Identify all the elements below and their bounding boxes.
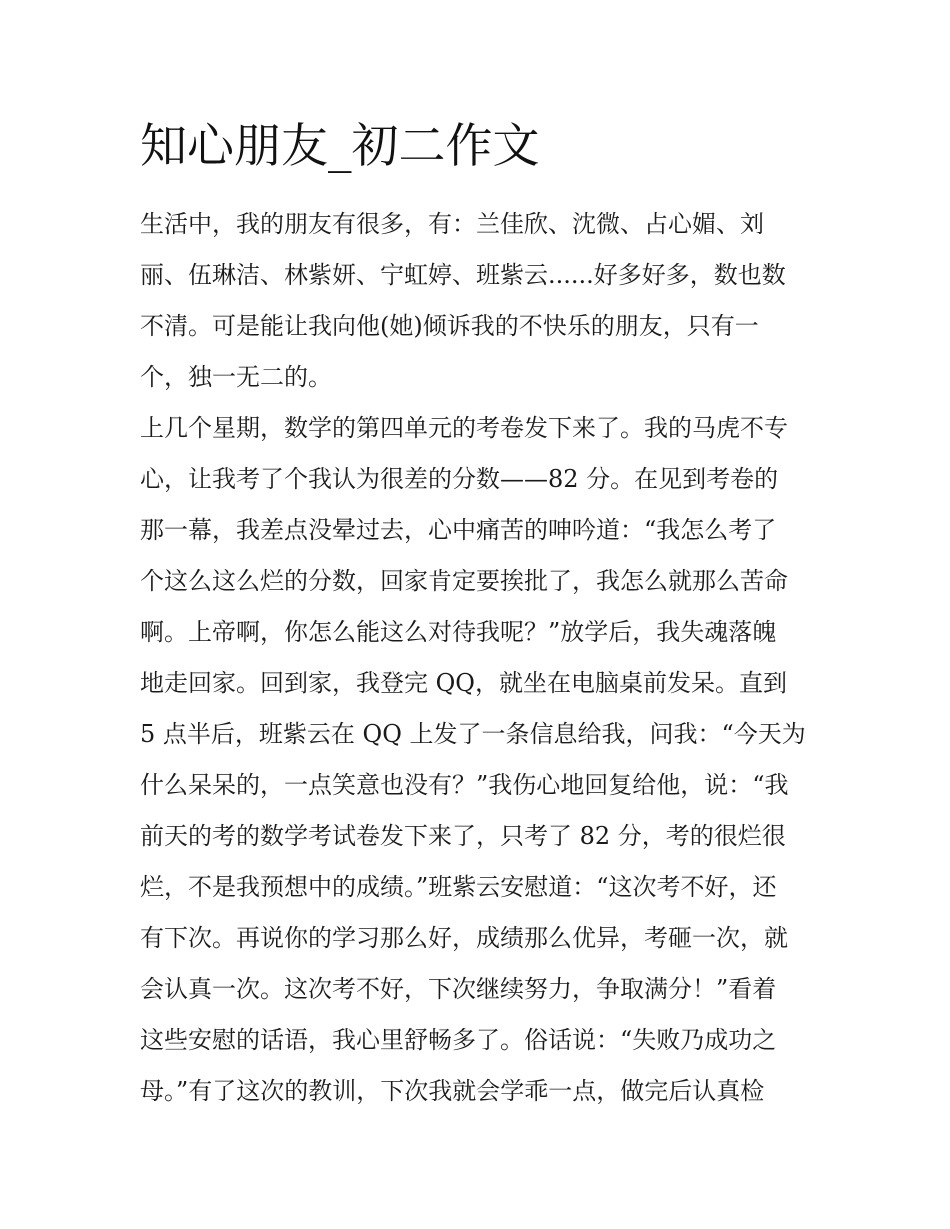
text-line: 有下次。再说你的学习那么好，成绩那么优异，考砸一次，就 — [140, 924, 788, 952]
text-line: 个这么这么烂的分数，回家肯定要挨批了，我怎么就那么苦命 — [140, 567, 788, 595]
text-line: 心，让我考了个我认为很差的分数——82 分。在见到考卷的 — [140, 465, 779, 493]
text-line: 什么呆呆的，一点笑意也没有？”我伤心地回复给他，说：“我 — [140, 771, 789, 799]
text-line: 丽、伍琳洁、林紫妍、宁虹婷、班紫云......好多好多，数也数 — [140, 261, 786, 289]
text-line: 5 点半后，班紫云在 QQ 上发了一条信息给我，问我：“今天为 — [140, 720, 806, 748]
text-line: 地走回家。回到家，我登完 QQ，就坐在电脑桌前发呆。直到 — [140, 669, 787, 697]
text-line: 生活中，我的朋友有很多，有：兰佳欣、沈微、占心媚、刘 — [140, 210, 764, 238]
text-line: 会认真一次。这次考不好，下次继续努力，争取满分！”看着 — [140, 975, 777, 1003]
text-line: 个，独一无二的。 — [140, 363, 332, 391]
text-line: 不清。可是能让我向他(她)倾诉我的不快乐的朋友，只有一 — [140, 312, 759, 340]
page-title: 知心朋友_初二作文 — [140, 119, 540, 174]
text-line: 前天的考的数学考试卷发下来了，只考了 82 分，考的很烂很 — [140, 822, 786, 850]
text-line: 烂，不是我预想中的成绩。”班紫云安慰道：“这次考不好，还 — [140, 873, 777, 901]
text-line: 上几个星期，数学的第四单元的考卷发下来了。我的马虎不专 — [140, 414, 788, 442]
text-line: 这些安慰的话语，我心里舒畅多了。俗话说：“失败乃成功之 — [140, 1026, 777, 1054]
text-line: 那一幕，我差点没晕过去，心中痛苦的呻吟道：“我怎么考了 — [140, 516, 777, 544]
text-line: 啊。上帝啊，你怎么能这么对待我呢？”放学后，我失魂落魄 — [140, 618, 777, 646]
text-line: 母。”有了这次的教训，下次我就会学乖一点，做完后认真检 — [140, 1077, 765, 1105]
essay-body — [140, 199, 812, 1117]
